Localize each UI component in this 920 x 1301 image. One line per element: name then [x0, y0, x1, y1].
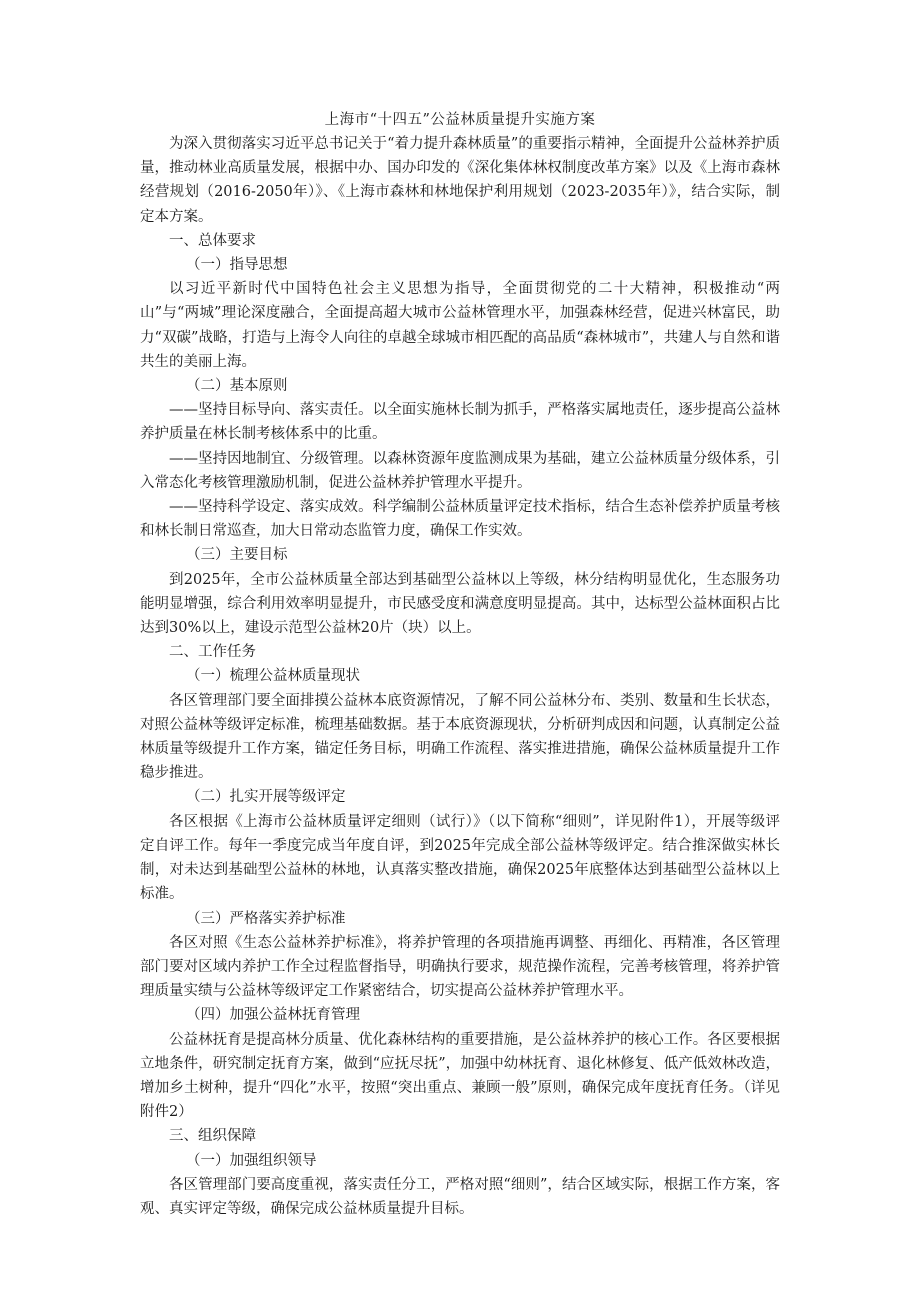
status-review-paragraph: 各区管理部门要全面排摸公益林本底资源情况，了解不同公益林分布、类别、数量和生长状态，对照公益林等级评定标准，梳理基础数据。基于本底资源现状，分析研判成因和问题，认真制定公益林质量等级提升工作方案，锚定任务目标，明确工作流程、落实推进措施，确保公益林质量提升工作稳步推进。 [140, 692, 780, 782]
section-heading-work-tasks: 二、工作任务 [169, 644, 256, 661]
subsection-heading-status-review: （一）梳理公益林质量现状 [186, 668, 360, 685]
guiding-ideology-paragraph: 以习近平新时代中国特色社会主义思想为指导，全面贯彻党的二十大精神，积极推动“两山”与“两城”理论深度融合，全面提高超大城市公益林管理水平，加强森林经营，促进兴林富民，助力“双碳”战略，打造与上海令人向往的卓越全球城市相匹配的高品质“森林城市”，共建人与自然和谐共生的美丽上海。 [140, 281, 780, 370]
document-title: 上海市“十四五”公益林质量提升实施方案 [324, 112, 596, 128]
maintenance-standards-paragraph: 各区对照《生态公益林养护标准》，将养护管理的各项措施再调整、再细化、再精准，各区管理部门要对区域内养护工作全过程监督指导，明确执行要求，规范操作流程，完善考核管理，将养护管理质量实绩与公益林等级评定工作紧密结合，切实提高公益林养护管理水平。 [140, 934, 780, 1000]
subsection-heading-main-goals: （三）主要目标 [186, 547, 288, 564]
subsection-heading-basic-principles: （二）基本原则 [186, 378, 288, 395]
subsection-heading-maintenance-standards: （三）严格落实养护标准 [186, 910, 346, 927]
principle-paragraph-2: ——坚持因地制宜、分级管理。以森林资源年度监测成果为基础，建立公益林质量分级体系，引入常态化考核管理激励机制，促进公益林养护管理水平提升。 [140, 450, 780, 491]
intro-paragraph: 为深入贯彻落实习近平总书记关于“着力提升森林质量”的重要指示精神，全面提升公益林养护质量，推动林业高质量发展，根据中办、国办印发的《深化集体林权制度改革方案》以及《上海市森林经营规划（2016-2050年）》、《上海市森林和林地保护利用规划（2023-2035年）》，结合实际，制定本方案。 [140, 136, 780, 225]
subsection-heading-grade-evaluation: （二）扎实开展等级评定 [186, 789, 346, 806]
subsection-heading-guiding-ideology: （一）指导思想 [186, 257, 288, 274]
tending-management-paragraph: 公益林抚育是提高林分质量、优化森林结构的重要措施，是公益林养护的核心工作。各区要根据立地条件，研究制定抚育方案，做到“应抚尽抚”，加强中幼林抚育、退化林修复、低产低效林改造，增加乡土树种，提升“四化”水平，按照“突出重点、兼顾一般”原则，确保完成年度抚育任务。（详见附件2） [140, 1031, 780, 1121]
principle-paragraph-1: ——坚持目标导向、落实责任。以全面实施林长制为抓手，严格落实属地责任，逐步提高公益林养护质量在林长制考核体系中的比重。 [140, 402, 780, 443]
section-heading-organizational-support: 三、组织保障 [169, 1128, 256, 1145]
main-goals-paragraph: 到2025年，全市公益林质量全部达到基础型公益林以上等级，林分结构明显优化，生态服务功能明显增强，综合利用效率明显提升，市民感受度和满意度明显提高。其中，达标型公益林面积占比达到30%以上，建设示范型公益林20片（块）以上。 [140, 571, 780, 637]
subsection-heading-tending-management: （四）加强公益林抚育管理 [186, 1007, 360, 1024]
leadership-paragraph: 各区管理部门要高度重视，落实责任分工，严格对照“细则”，结合区域实际，根据工作方案，客观、真实评定等级，确保完成公益林质量提升目标。 [140, 1176, 780, 1217]
section-heading-general-requirements: 一、总体要求 [169, 232, 256, 249]
grade-evaluation-paragraph: 各区根据《上海市公益林质量评定细则（试行）》（以下简称“细则”，详见附件1），开展等级评定自评工作。每年一季度完成当年度自评，到2025年完成全部公益林等级评定。结合推深做实林长制，对未达到基础型公益林的林地，认真落实整改措施，确保2025年底整体达到基础型公益林以上标准。 [140, 813, 780, 903]
principle-paragraph-3: ——坚持科学设定、落实成效。科学编制公益林质量评定技术指标，结合生态补偿养护质量考核和林长制日常巡查，加大日常动态监管力度，确保工作实效。 [140, 499, 780, 540]
document-page [140, 108, 780, 1221]
subsection-heading-leadership: （一）加强组织领导 [186, 1152, 317, 1169]
